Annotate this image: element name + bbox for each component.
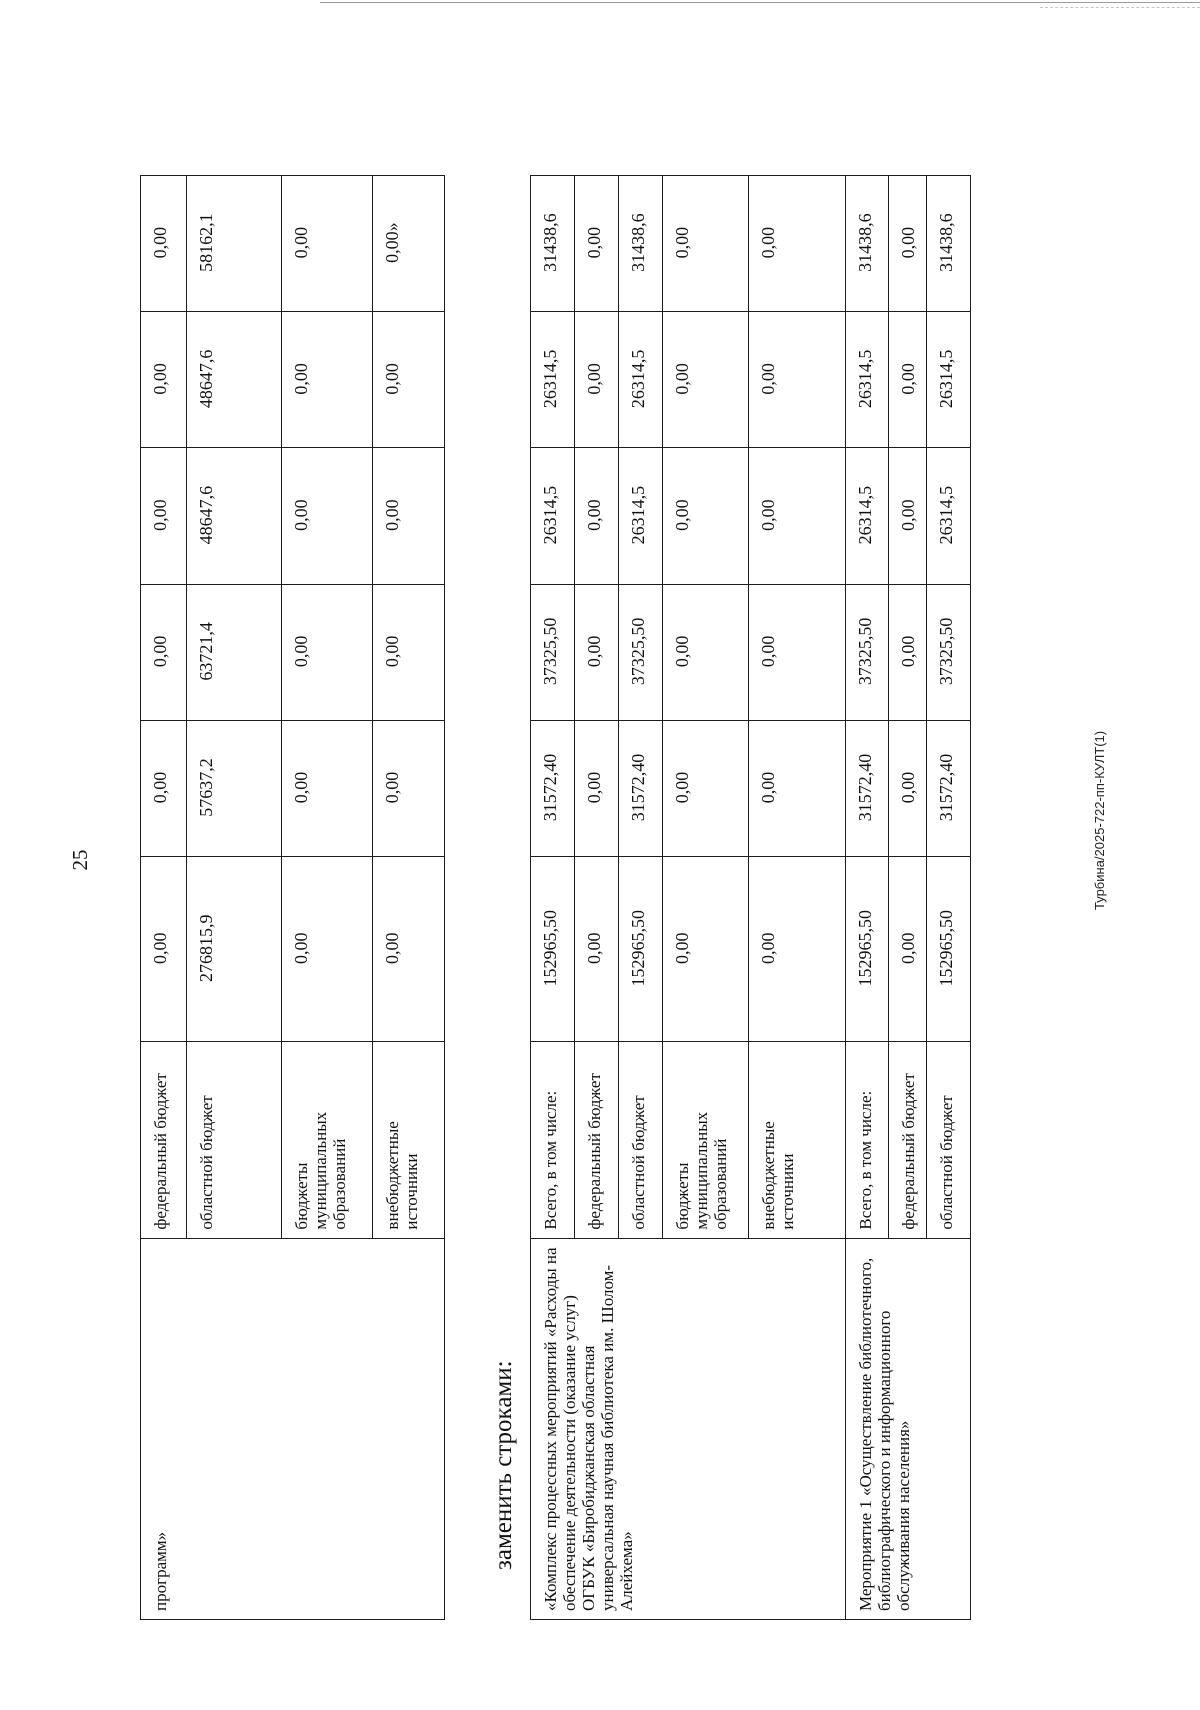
year-value: 48647,6	[187, 312, 282, 448]
funding-source: областной бюджет	[619, 1042, 663, 1238]
year-value: 0,00	[749, 312, 846, 448]
year-value: 0,00	[575, 584, 619, 720]
year-value: 26314,5	[927, 312, 971, 448]
year-value: 0,00	[282, 584, 373, 720]
year-value: 0,00	[663, 312, 749, 448]
measure-name-cell: Мероприятие 1 «Осуществление библиотечного, библиографического и информационного обслуживания населения»	[846, 1238, 971, 1619]
total-value: 152965,50	[619, 857, 663, 1042]
year-value: 0,00	[889, 720, 927, 856]
funding-source: бюджеты муниципальных образований	[663, 1042, 749, 1238]
funding-source: Всего, в том числе:	[846, 1042, 889, 1238]
year-value: 0,00»	[373, 176, 445, 312]
funding-source: федеральный бюджет	[575, 1042, 619, 1238]
year-value: 31572,40	[619, 720, 663, 856]
total-value: 0,00	[373, 857, 445, 1042]
year-value: 0,00	[889, 584, 927, 720]
replace-heading: заменить строками:	[490, 1360, 517, 1570]
table-row	[141, 176, 187, 1620]
complex-name-cell: «Комплекс процессных мероприятий «Расходы на обеспечение деятельности (оказание услуг) ОГБУК «Биробиджанская областная универсальная научная библиотека им. Шолом-Алейхема»	[531, 1238, 846, 1619]
year-value: 26314,5	[531, 312, 575, 448]
funding-source: областной бюджет	[187, 1042, 282, 1238]
year-value: 0,00	[663, 176, 749, 312]
total-value: 276815,9	[187, 857, 282, 1042]
year-value: 0,00	[575, 448, 619, 584]
year-value: 0,00	[141, 448, 187, 584]
year-value: 31572,40	[927, 720, 971, 856]
total-value: 0,00	[141, 857, 187, 1042]
year-value: 0,00	[889, 312, 927, 448]
year-value: 26314,5	[619, 312, 663, 448]
year-value: 0,00	[282, 448, 373, 584]
year-value: 31438,6	[619, 176, 663, 312]
year-value: 31438,6	[927, 176, 971, 312]
year-value: 0,00	[282, 312, 373, 448]
year-value: 0,00	[373, 584, 445, 720]
funding-source: Всего, в том числе:	[531, 1042, 575, 1238]
year-value: 26314,5	[619, 448, 663, 584]
year-value: 0,00	[663, 584, 749, 720]
funding-source: внебюджетные источники	[749, 1042, 846, 1238]
total-value: 152965,50	[927, 857, 971, 1042]
total-value: 0,00	[282, 857, 373, 1042]
year-value: 0,00	[373, 448, 445, 584]
year-value: 26314,5	[927, 448, 971, 584]
year-value: 37325,50	[846, 584, 889, 720]
budget-table-replacement	[530, 175, 971, 1620]
year-value: 0,00	[889, 176, 927, 312]
year-value: 0,00	[575, 720, 619, 856]
total-value: 0,00	[889, 857, 927, 1042]
year-value: 0,00	[575, 312, 619, 448]
year-value: 48647,6	[187, 448, 282, 584]
total-value: 0,00	[575, 857, 619, 1042]
total-value: 0,00	[749, 857, 846, 1042]
year-value: 37325,50	[927, 584, 971, 720]
year-value: 0,00	[373, 720, 445, 856]
year-value: 26314,5	[846, 448, 889, 584]
year-value: 0,00	[373, 312, 445, 448]
year-value: 0,00	[282, 176, 373, 312]
document-code: Турбина/2025-722-пп-КУЛТ(1)	[1092, 730, 1107, 910]
funding-source: федеральный бюджет	[889, 1042, 927, 1238]
total-value: 0,00	[663, 857, 749, 1042]
year-value: 26314,5	[846, 312, 889, 448]
year-value: 58162,1	[187, 176, 282, 312]
total-value: 152965,50	[846, 857, 889, 1042]
year-value: 0,00	[141, 312, 187, 448]
total-value: 152965,50	[531, 857, 575, 1042]
year-value: 31438,6	[531, 176, 575, 312]
funding-source: бюджеты муниципальных образований	[282, 1042, 373, 1238]
funding-source: внебюджетные источники	[373, 1042, 445, 1238]
year-value: 63721,4	[187, 584, 282, 720]
page-number: 25	[68, 849, 92, 871]
program-name-cell: программ»	[141, 1238, 445, 1619]
year-value: 0,00	[575, 176, 619, 312]
table-row	[531, 176, 575, 1620]
year-value: 31572,40	[531, 720, 575, 856]
table-row	[846, 176, 889, 1620]
year-value: 57637,2	[187, 720, 282, 856]
year-value: 0,00	[749, 448, 846, 584]
year-value: 0,00	[141, 176, 187, 312]
year-value: 0,00	[749, 176, 846, 312]
year-value: 37325,50	[531, 584, 575, 720]
year-value: 0,00	[141, 720, 187, 856]
funding-source: областной бюджет	[927, 1042, 971, 1238]
year-value: 0,00	[749, 720, 846, 856]
year-value: 0,00	[749, 584, 846, 720]
year-value: 0,00	[282, 720, 373, 856]
year-value: 31438,6	[846, 176, 889, 312]
year-value: 26314,5	[531, 448, 575, 584]
year-value: 37325,50	[619, 584, 663, 720]
year-value: 31572,40	[846, 720, 889, 856]
year-value: 0,00	[663, 720, 749, 856]
year-value: 0,00	[141, 584, 187, 720]
year-value: 0,00	[663, 448, 749, 584]
funding-source: федеральный бюджет	[141, 1042, 187, 1238]
year-value: 0,00	[889, 448, 927, 584]
budget-table-top	[140, 175, 445, 1620]
